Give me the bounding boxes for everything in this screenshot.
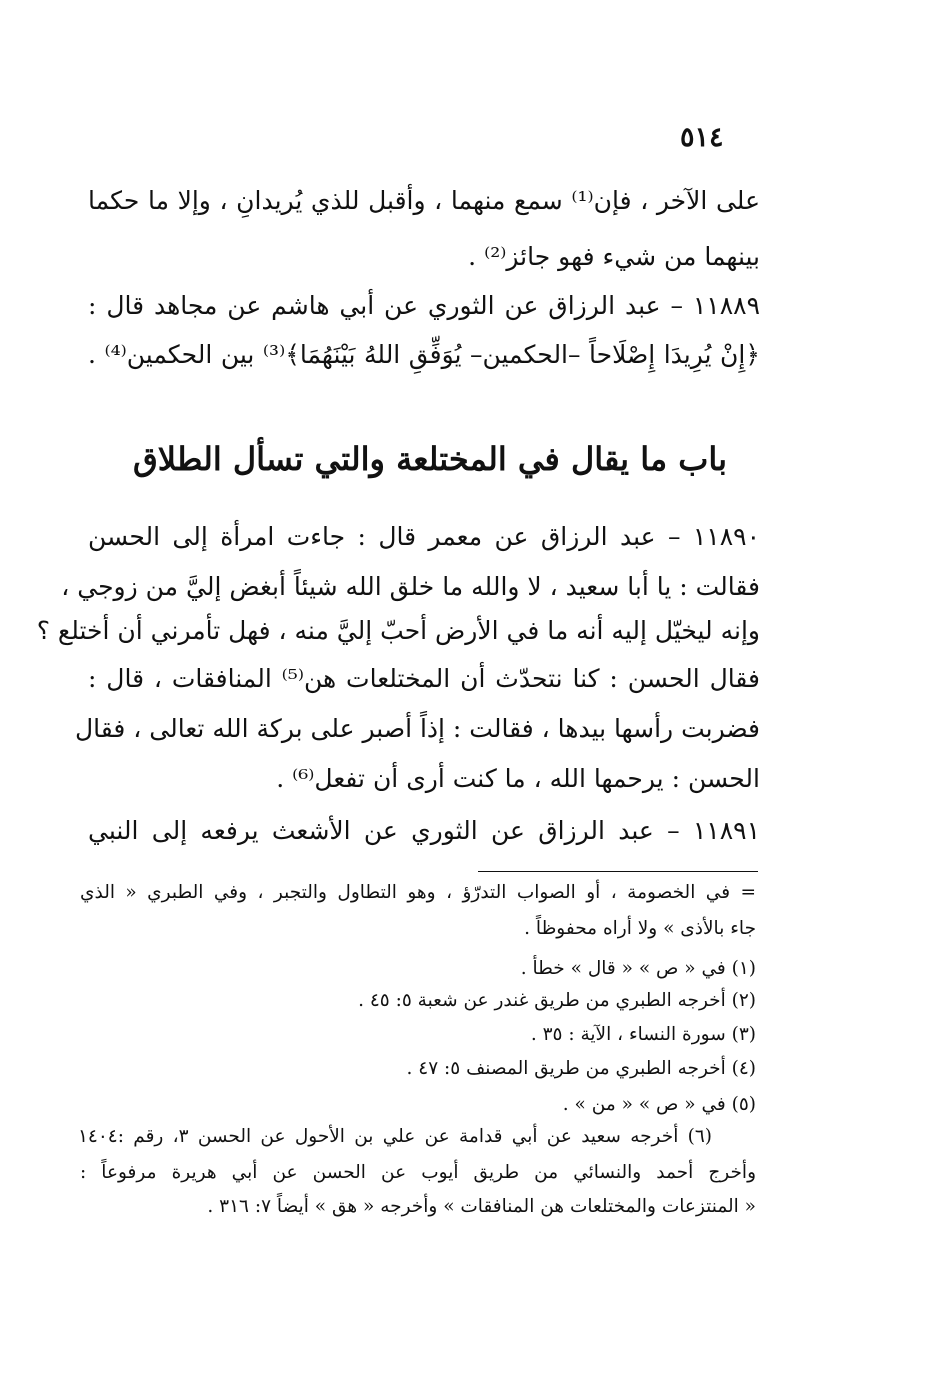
footnote-divider <box>478 871 758 872</box>
text-line: بينهما من شيء فهو جائز⁽²⁾ . <box>468 242 760 271</box>
footnote-line: = في الخصومة ، أو الصواب التدرّؤ ، وهو التطاول والتجبر ، وفي الطبري « الذي <box>80 882 756 903</box>
footnote-line: (١) في « ص » « قال » خطأ . <box>520 958 756 979</box>
text-line: ١١٨٨٩ – عبد الرزاق عن الثوري عن أبي هاشم عن مجاهد قال : <box>88 291 760 320</box>
text-line: ١١٨٩٠ – عبد الرزاق عن معمر قال : جاءت امرأة إلى الحسن <box>88 522 760 551</box>
page-number: ٥١٤ <box>680 122 724 153</box>
footnote-line: (٢) أخرجه الطبري من طريق غندر عن شعبة ٥: ٤٥ . <box>358 990 756 1011</box>
footnote-line: (٥) في « ص » « من » . <box>562 1094 756 1115</box>
text-line: على الآخر ، فإن⁽¹⁾ سمع منهما ، وأقبل للذي يُريدانِ ، وإلا ما حكما <box>88 186 760 215</box>
text-line: وإنه ليخيّل إليه أنه ما في الأرض أحبّ إليَّ منه ، فهل تأمرني أن أختلع ؟ <box>36 616 760 645</box>
text-line: فقال الحسن : كنا نتحدّث أن المختلعات هن⁽⁵⁾ المنافقات ، قال : <box>88 664 761 693</box>
footnote-line: جاء بالأذى » ولا أراه محفوظاً . <box>524 918 756 939</box>
footnote-line: (٦) أخرجه سعيد عن أبي قدامة عن علي بن الأحول عن الحسن ٣، رقم :١٤٠٤ <box>78 1126 712 1147</box>
section-title: باب ما يقال في المختلعة والتي تسأل الطلاق <box>132 440 728 478</box>
text-line: فقالت : يا أبا سعيد ، لا والله ما خلق الله شيئاً أبغض إليَّ من زوجي ، <box>61 572 760 601</box>
text-line: ١١٨٩١ – عبد الرزاق عن الثوري عن الأشعث يرفعه إلى النبي <box>88 816 760 845</box>
text-line: ﴿إِنْ يُرِيدَا إِصْلَاحاً –الحكمين– يُوَفِّقِ اللهُ بَيْنَهُمَا﴾⁽³⁾ بين الحكمين⁽⁴⁾ . <box>88 340 760 369</box>
footnote-line: وأخرج أحمد والنسائي من طريق أيوب عن الحسن عن أبي هريرة مرفوعاً : <box>80 1162 756 1183</box>
text-line: الحسن : يرحمها الله ، ما كنت أرى أن تفعل⁽⁶⁾ . <box>276 764 760 793</box>
footnote-line: (٣) سورة النساء ، الآية : ٣٥ . <box>530 1024 756 1045</box>
footnote-line: « المنتزعات والمختلعات هن المنافقات » وأخرجه « هق » أيضاً ٧: ٣١٦ . <box>207 1196 756 1217</box>
footnote-line: (٤) أخرجه الطبري من طريق المصنف ٥: ٤٧ . <box>406 1058 756 1079</box>
text-line: فضربت رأسها بيدها ، فقالت : إذاً أصبر على بركة الله تعالى ، فقال <box>74 714 760 743</box>
